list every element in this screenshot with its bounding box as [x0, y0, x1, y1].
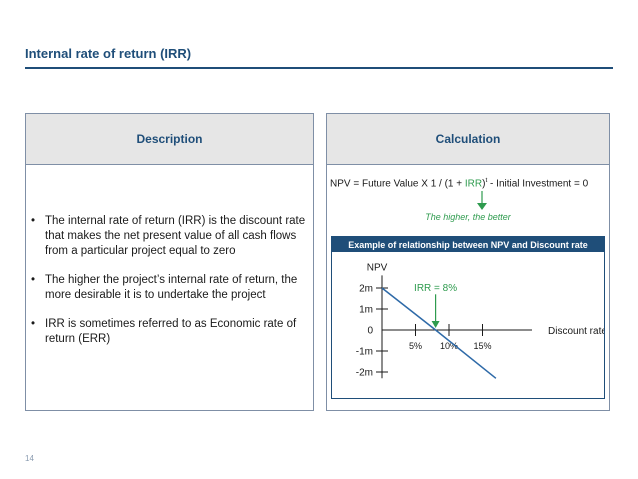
- arrow-down-icon: [477, 191, 487, 211]
- npv-chart-box: [331, 236, 605, 399]
- y-tick-label: -1m: [355, 346, 373, 358]
- formula-irr: IRR: [464, 178, 483, 190]
- bullet-item: • IRR is sometimes referred to as Economic rate of return (ERR): [31, 317, 309, 347]
- page-number: 14: [25, 454, 34, 463]
- formula-prefix: NPV = Future Value X 1 / (1 +: [330, 178, 465, 190]
- bullet-item: • The higher the project’s internal rate of return, the more desirable it is to undertake the project: [31, 273, 309, 303]
- description-bullets: [31, 214, 309, 361]
- description-header: Description: [26, 114, 313, 165]
- formula-exponent: t: [485, 177, 488, 184]
- npv-formula: [330, 177, 608, 189]
- x-tick-label: 10%: [439, 341, 459, 351]
- npv-line: [382, 288, 496, 378]
- calculation-panel: [326, 113, 610, 411]
- y-axis-label: NPV: [366, 262, 388, 274]
- title-divider: [25, 67, 613, 69]
- x-tick-label: 15%: [473, 341, 492, 351]
- irr-annotation-label: IRR = 8%: [414, 283, 458, 294]
- npv-chart: [332, 252, 604, 398]
- y-tick-label: 2m: [359, 283, 373, 295]
- bullet-item: • The internal rate of return (IRR) is the discount rate that makes the net present value of all cash flows from a particular project equal to zero: [31, 214, 309, 259]
- y-tick-label: -2m: [355, 367, 373, 379]
- calculation-header: Calculation: [327, 114, 609, 165]
- x-axis-label: Discount rate: [548, 326, 604, 337]
- formula-suffix: - Initial Investment = 0: [487, 178, 589, 190]
- slide-title: Internal rate of return (IRR): [25, 46, 192, 61]
- chart-box-title: Example of relationship between NPV and Discount rate: [332, 237, 604, 252]
- x-tick-label: 5%: [408, 341, 423, 351]
- y-tick-label: 1m: [359, 304, 373, 316]
- formula-close-paren: ): [482, 178, 486, 190]
- y-tick-label: 0: [367, 325, 373, 337]
- higher-better-note: The higher, the better: [425, 212, 511, 222]
- description-panel: [25, 113, 314, 411]
